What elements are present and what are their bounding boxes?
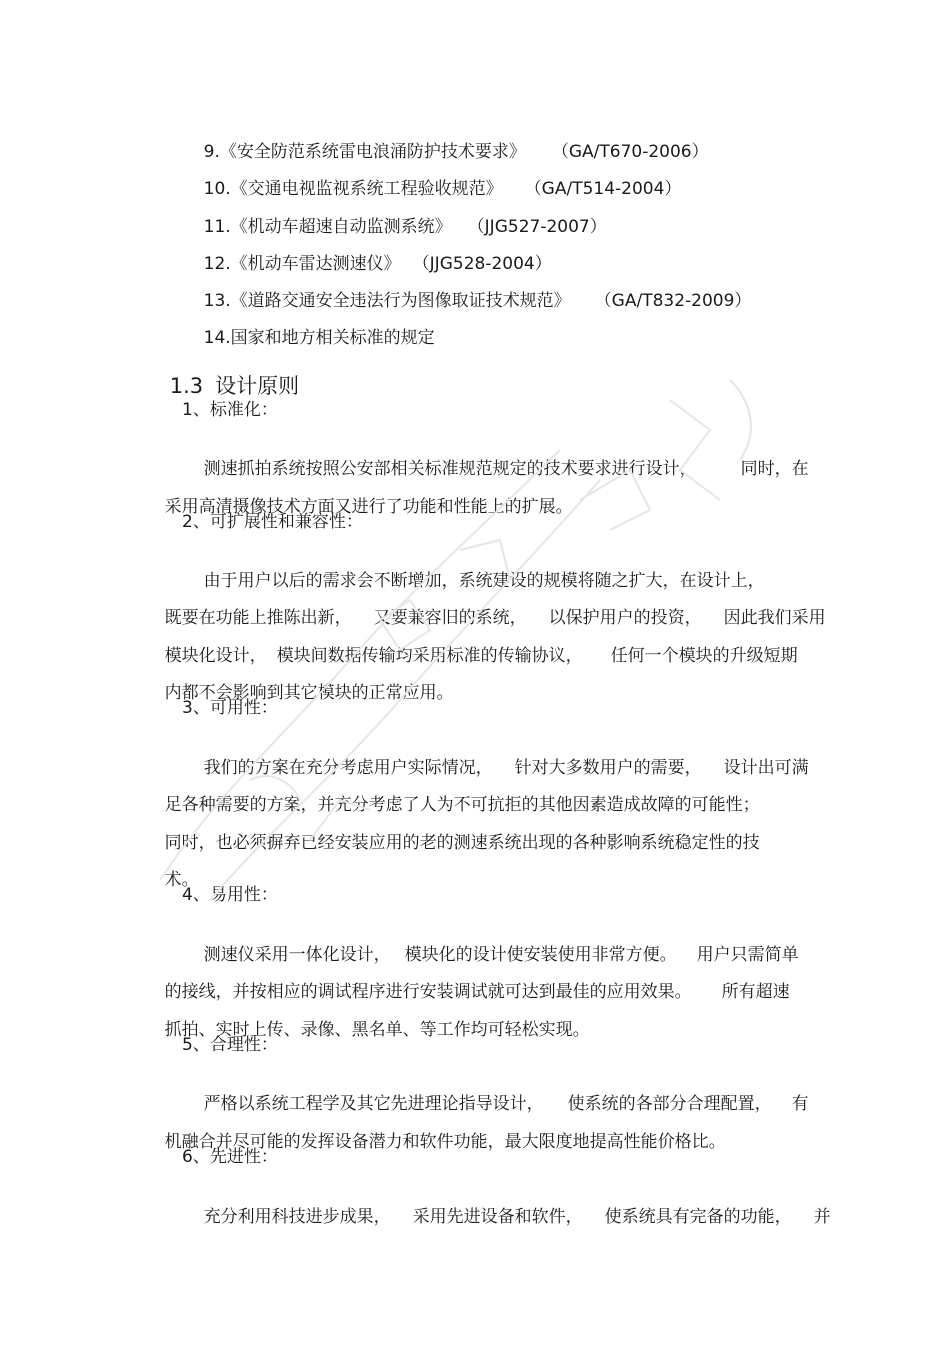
standard-number: 9.: [203, 142, 220, 162]
text-run: 用户只需简单: [696, 945, 799, 965]
principle-heading: 5、合理性：: [182, 1035, 278, 1055]
text-run: 我们的方案在充分考虑用户实际情况，: [203, 758, 493, 778]
principle-heading: 1、标准化：: [182, 400, 278, 420]
standard-code: （GA/T832-2009）: [594, 291, 752, 311]
standard-code: （GA/T670-2006）: [551, 142, 709, 162]
section-title: 设计原则: [215, 374, 300, 398]
text-run: 严格以系统工程学及其它先进理论指导设计，: [203, 1094, 544, 1114]
standard-title: 《机动车雷达测速仪》: [230, 254, 401, 274]
standard-number: 10.: [203, 179, 231, 199]
standard-number: 12.: [203, 254, 231, 274]
paragraph-line: [182, 1184, 831, 1250]
text-run: 测速抓拍系统按照公安部相关标准规范规定的技术要求进行设计，: [203, 459, 697, 479]
text-run: 测速仪采用一体化设计，: [203, 945, 391, 965]
text-run: 并: [813, 1207, 831, 1227]
text-run: 同时，也必须摒弃已经安装应用的老的测速系统出现的各种影响系统稳定性的技: [164, 833, 760, 853]
text-run: 针对大多数用户的需要，: [514, 758, 702, 778]
standard-title: 《安全防范系统雷电浪涌防护技术要求》: [219, 142, 526, 162]
standard-code: （GA/T514-2004）: [524, 179, 682, 199]
standard-number: 13.: [203, 291, 231, 311]
text-run: 的接线，并按相应的调试程序进行安装调试就可达到最佳的应用效果。: [164, 982, 692, 1002]
standard-code: （JJG527-2007）: [467, 217, 607, 237]
text-run: 因此我们采用: [723, 608, 826, 628]
principle-heading: 3、可用性：: [182, 698, 278, 718]
text-run: 使系统具有完备的功能，: [604, 1207, 792, 1227]
section-number: 1.3: [169, 374, 204, 398]
text-run: 以保护用户的投资，: [548, 608, 702, 628]
text-run: 又要兼容旧的系统，: [373, 608, 527, 628]
standard-code: （JJG528-2004）: [412, 254, 552, 274]
paragraph-line: [143, 810, 760, 876]
text-run: 所有超速: [721, 982, 790, 1002]
text-run: 有: [791, 1094, 809, 1114]
standard-title: 《道路交通安全违法行为图像取证技术规范》: [230, 291, 571, 311]
standard-number: 14.: [203, 328, 231, 348]
principle-heading: 6、先进性：: [182, 1147, 278, 1167]
standard-title: 《机动车超速自动监测系统》: [230, 217, 452, 237]
text-run: 设计出可满: [723, 758, 809, 778]
text-run: 由于用户以后的需求会不断增加，系统建设的规模将随之扩大，在设计上，: [203, 571, 765, 591]
text-run: 模块化的设计使安装使用非常方便。: [404, 945, 677, 965]
text-run: 任何一个模块的升级短期: [610, 646, 798, 666]
text-run: 采用先进设备和软件，: [412, 1207, 583, 1227]
standard-number: 11.: [203, 217, 231, 237]
text-run: 术。: [164, 870, 199, 890]
text-run: 采用高清摄像技术方面又进行了功能和性能上的扩展。: [164, 497, 573, 517]
principle-heading: 4、易用性：: [182, 885, 278, 905]
text-run: 同时，在: [740, 459, 809, 479]
principle-heading: 2、可扩展性和兼容性：: [182, 512, 363, 532]
text-run: 足各种需要的方案，并充分考虑了人为不可抗拒的其他因素造成故障的可能性；: [164, 795, 760, 815]
text-run: 模块间数据传输均采用标准的传输协议，: [276, 646, 583, 666]
standard-title: 国家和地方相关标准的规定: [230, 328, 435, 348]
text-run: 抓拍、实时上传、录像、黑名单、等工作均可轻松实现。: [164, 1020, 590, 1040]
standard-title: 《交通电视监视系统工程验收规范》: [230, 179, 503, 199]
text-run: 内都不会影响到其它模块的正常应用。: [164, 683, 454, 703]
text-run: 使系统的各部分合理配置，: [567, 1094, 772, 1114]
text-run: 既要在功能上推陈出新，: [164, 608, 352, 628]
text-run: 模块化设计，: [164, 646, 267, 666]
text-run: 充分利用科技进步成果，: [203, 1207, 391, 1227]
text-run: 机融合并尽可能的发挥设备潜力和软件功能，最大限度地提高性能价格比。: [164, 1132, 726, 1152]
